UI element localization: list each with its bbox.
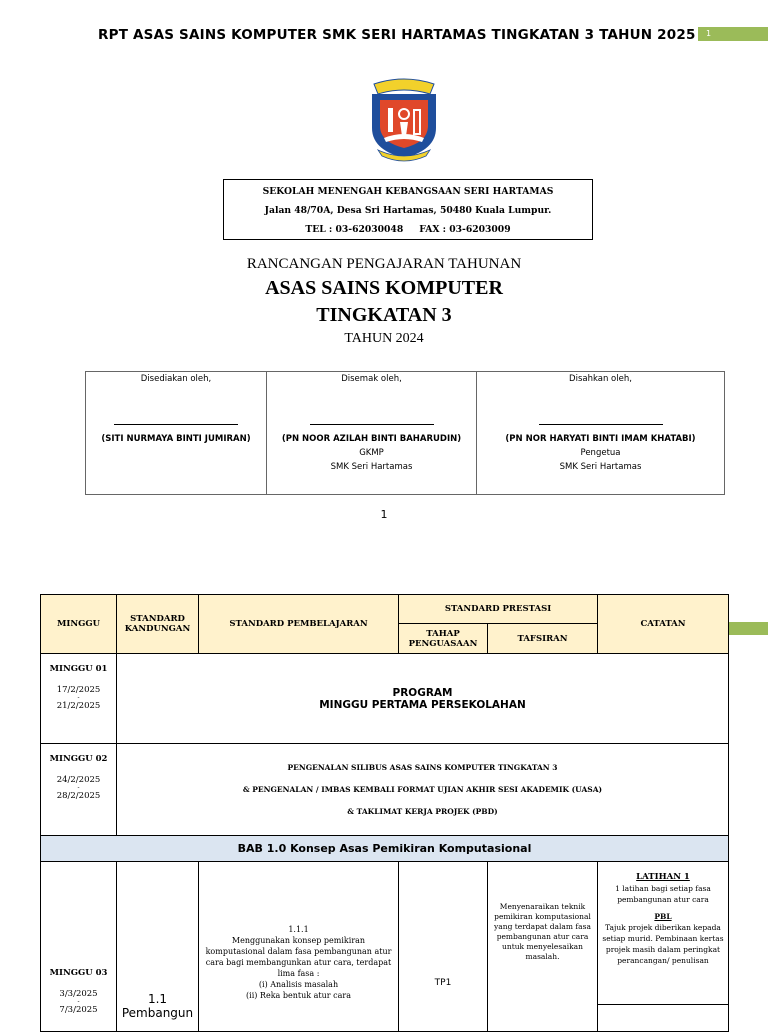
week-label: MINGGU 03	[49, 968, 108, 978]
week-start-date: 3/3/2025	[59, 989, 98, 999]
week-end-date: 7/3/2025	[59, 1005, 98, 1015]
week-cell	[41, 654, 117, 744]
week-start-date: 17/2/2025	[56, 685, 101, 695]
header-standard-prestasi: STANDARD PRESTASI	[399, 595, 598, 624]
catatan-line: Tajuk projek diberikan kepada setiap murid. Pembinaan kertas projek masih dalam peringkat perancangan/ penulisan	[602, 923, 724, 965]
week-label: MINGGU 02	[49, 754, 108, 764]
signature-role: Disediakan oleh,	[140, 374, 212, 384]
header-minggu: MINGGU	[41, 595, 117, 654]
header-tafsiran: TAFSIRAN	[488, 624, 598, 654]
header-catatan: CATATAN	[598, 595, 729, 654]
week-end-date: 21/2/2025	[56, 701, 101, 711]
header-standard-kandungan: STANDARD KANDUNGAN	[117, 595, 199, 654]
signature-prepared	[86, 372, 267, 495]
sp-number: 1.1.1	[288, 925, 309, 934]
signature-org: SMK Seri Hartamas	[330, 462, 413, 472]
week-date-dash: -	[77, 998, 80, 1005]
week-date-dash: -	[77, 784, 80, 791]
activity-line: & PENGENALAN / IMBAS KEMBALI FORMAT UJIAN AKHIR SESI AKADEMIK (UASA)	[242, 785, 603, 794]
table-row	[41, 654, 729, 744]
signature-line	[310, 424, 434, 425]
tahap-penguasaan-cell	[399, 862, 488, 1032]
signature-name: (PN NOOR AZILAH BINTI BAHARUDIN)	[281, 434, 462, 444]
sk-number: 1.1	[147, 992, 168, 1006]
sp-item: (ii) Reka bentuk atur cara	[246, 991, 351, 1000]
header-tahap-penguasaan: TAHAP PENGUASAAN	[399, 624, 488, 654]
catatan-cell	[598, 862, 729, 1032]
catatan-title: LATIHAN 1	[636, 872, 690, 882]
signature-position: Pengetua	[580, 448, 621, 458]
week-end-date: 28/2/2025	[56, 791, 101, 801]
school-address: Jalan 48/70A, Desa Sri Hartamas, 50480 Kuala Lumpur.	[264, 205, 552, 216]
signature-line	[539, 424, 663, 425]
plan-form: TINGKATAN 3	[316, 304, 452, 326]
signature-role: Disemak oleh,	[341, 374, 402, 384]
signature-reviewed	[267, 372, 477, 495]
activity-line: MINGGU PERTAMA PERSEKOLAHAN	[319, 698, 526, 711]
table-row	[41, 744, 729, 836]
signature-line	[114, 424, 238, 425]
header-standard-pembelajaran: STANDARD PEMBELAJARAN	[199, 595, 399, 654]
signature-table	[85, 371, 725, 495]
school-address-box	[223, 179, 593, 240]
standard-kandungan-cell	[117, 862, 199, 1032]
signature-position: GKMP	[359, 448, 384, 458]
catatan-block	[598, 862, 728, 1005]
plan-subject: ASAS SAINS KOMPUTER	[265, 277, 503, 299]
week-start-date: 24/2/2025	[56, 775, 101, 785]
signature-name: (PN NOR HARYATI BINTI IMAM KHATABI)	[505, 434, 696, 444]
signature-name: (SITI NURMAYA BINTI JUMIRAN)	[101, 434, 251, 444]
week-date-dash: -	[77, 694, 80, 701]
catatan-pbl: PBL	[654, 912, 672, 921]
tp-level: TP1	[434, 978, 452, 988]
signature-approved	[477, 372, 725, 495]
sp-item: (i) Analisis masalah	[258, 980, 339, 989]
plan-title: RANCANGAN PENGAJARAN TAHUNAN	[246, 256, 522, 272]
week-activity	[117, 654, 729, 744]
sk-text: Pembangun	[121, 1006, 194, 1020]
tafsiran-text: Menyenaraikan teknik pemikiran komputasional yang terdapat dalam fasa pembangunan atur cara untuk menyelesaikan masalah.	[494, 902, 591, 961]
tafsiran-cell	[488, 862, 598, 1032]
activity-line: PROGRAM	[392, 686, 453, 699]
school-contact: TEL : 03-62030048 FAX : 03-6203009	[305, 224, 511, 235]
page-number-tab: 1	[698, 27, 768, 41]
sp-text: Menggunakan konsep pemikiran komputasional dalam fasa pembangunan atur cara bagi membangunkan atur cara, terdapat lima fasa :	[205, 936, 392, 978]
lesson-plan-table	[40, 594, 729, 1032]
signature-role: Disahkan oleh,	[569, 374, 632, 384]
activity-line: & TAKLIMAT KERJA PROJEK (PBD)	[347, 807, 498, 816]
school-name: SEKOLAH MENENGAH KEBANGSAAN SERI HARTAMAS	[262, 186, 554, 197]
standard-pembelajaran-cell	[199, 862, 399, 1032]
week-label: MINGGU 01	[49, 664, 108, 674]
page-number: 1	[380, 508, 388, 521]
activity-line: PENGENALAN SILIBUS ASAS SAINS KOMPUTER TINGKATAN 3	[287, 763, 558, 772]
document-header-title: RPT ASAS SAINS KOMPUTER SMK SERI HARTAMAS TINGKATAN 3 TAHUN 2025	[98, 27, 696, 43]
chapter-heading: BAB 1.0 Konsep Asas Pemikiran Komputasional	[41, 836, 729, 862]
week-cell	[41, 744, 117, 836]
table-row	[41, 862, 729, 1032]
page-tab-marker	[728, 622, 768, 635]
catatan-line: 1 latihan bagi setiap fasa pembangunan atur cara	[615, 884, 711, 904]
week-cell	[41, 862, 117, 1032]
plan-year: TAHUN 2024	[344, 331, 424, 346]
school-crest-logo	[364, 78, 444, 162]
week-activity	[117, 744, 729, 836]
signature-org: SMK Seri Hartamas	[559, 462, 642, 472]
